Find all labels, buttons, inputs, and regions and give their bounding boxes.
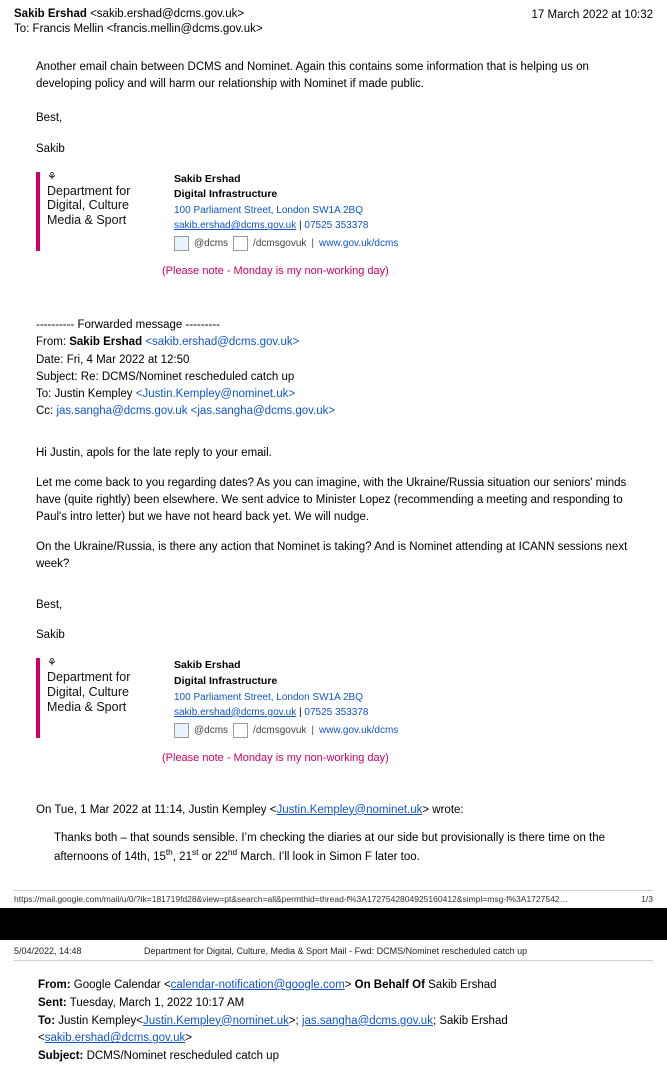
page2-header: [14, 946, 653, 956]
p2-from-pre: Google Calendar <: [73, 978, 171, 991]
sender-name: Sakib Ershad: [14, 8, 87, 20]
signature-separator: |: [299, 220, 302, 232]
fwd-paragraph-2: Let me come back to you regarding dates? As you can imagine, with the Ukraine/Russia situation our seniors' minds have (quite rightly) been elsewhere. We sent advice to Minister Lopez (recommending a meeting and responding to Paul's intro letter) but we have not heard back yet. We will nudge.: [36, 477, 627, 523]
forwarded-subject-label: Subject:: [36, 370, 78, 383]
page2-title: Department for Digital, Culture, Media & Sport Mail - Fwd: DCMS/Nominet rescheduled catch up: [144, 945, 528, 956]
forwarded-to-email: <Justin.Kempley@nominet.uk>: [135, 388, 296, 401]
signoff-name: Sakib: [36, 143, 65, 156]
footer-page-number: 1/3: [641, 893, 653, 904]
forwarded-cc-label: Cc:: [36, 405, 54, 418]
quote-email-link[interactable]: Justin.Kempley@nominet.uk: [276, 803, 423, 816]
p2-to-email-2[interactable]: jas.sangha@dcms.gov.uk: [301, 1014, 433, 1027]
forwarded-subject-value: Re: DCMS/Nominet rescheduled catch up: [80, 370, 295, 383]
quote-sup-th: th: [165, 847, 173, 857]
fwd-signoff-name: Sakib: [36, 629, 65, 642]
royal-crest-icon-2: ⚘: [47, 657, 57, 670]
fwd-signoff-best: Best,: [36, 598, 63, 611]
dcms-logo: [36, 172, 148, 252]
twitter-icon[interactable]: [174, 236, 189, 251]
p2-to-row-continued: <sakib.ershad@dcms.gov.uk>: [38, 1032, 193, 1045]
forwarded-header: [36, 317, 653, 421]
page-footer-1: [14, 890, 653, 908]
p2-from-row: [38, 977, 653, 995]
sender-email: <sakib.ershad@dcms.gov.uk>: [90, 8, 245, 20]
footer-source-url: https://mail.google.com/mail/u/0/?ik=181719fd28&view=pt&search=all&permthid=thread-f%3A1727542804925160412&simpl=msg-f%3A1727542…: [14, 893, 569, 904]
p2-from-label: From:: [38, 978, 71, 991]
p2-subject-value: DCMS/Nominet rescheduled catch up: [86, 1050, 279, 1063]
forwarded-to-label: To:: [36, 388, 52, 401]
email-page-2: [0, 940, 667, 1066]
forwarded-to-name: Justin Kempley: [54, 388, 133, 401]
logo-line-3: Media & Sport: [47, 213, 127, 228]
signature-name: Sakib Ershad: [174, 172, 241, 185]
forwarded-date-row: [36, 352, 653, 369]
recipient-name: Francis Mellin: [32, 23, 104, 35]
forwarded-cc-row: [36, 403, 653, 420]
signature-social-row-2: [174, 723, 398, 738]
forwarded-body: [36, 445, 643, 644]
forwarded-from-row: [36, 334, 653, 351]
signature-email-link-2[interactable]: sakib.ershad@dcms.gov.uk: [174, 706, 297, 718]
royal-crest-icon: ⚘: [47, 170, 57, 183]
p2-sent-value: Tuesday, March 1, 2022 10:17 AM: [69, 996, 245, 1009]
p2-subject-row: [38, 1048, 653, 1066]
signature-address-2: 100 Parliament Street, London SW1A 2BQ: [174, 691, 363, 703]
quote-text-2: , 21: [172, 850, 192, 863]
signature-phone: 07525 353378: [304, 220, 369, 232]
fwd-paragraph-3: On the Ukraine/Russia, is there any action that Nominet is taking? And is Nominet attending at ICANN sessions next week?: [36, 541, 628, 571]
logo-line-2: Digital, Culture: [47, 198, 129, 213]
page-separator: [0, 908, 667, 940]
p2-sent-row: [38, 995, 653, 1013]
fwd-paragraph-1: Hi Justin, apols for the late reply to your email.: [36, 446, 272, 459]
logo-line-3-copy: Media & Sport: [47, 699, 127, 714]
signature-dept-2: Digital Infrastructure: [174, 674, 278, 687]
recipient-email: <francis.mellin@dcms.gov.uk>: [106, 23, 263, 35]
quote-sup-nd: nd: [227, 847, 238, 857]
facebook-handle-2[interactable]: /dcmsgovuk: [253, 724, 307, 736]
signature-social-row: [174, 236, 398, 251]
quote-text-3: or 22: [198, 850, 228, 863]
p2-to-email-3[interactable]: sakib.ershad@dcms.gov.uk: [44, 1032, 186, 1045]
twitter-handle[interactable]: @dcms: [194, 238, 229, 250]
intro-paragraph: Another email chain between DCMS and Nominet. Again this contains some information that is helping us on developing policy and will harm our relationship with Nominet if made public.: [36, 61, 589, 90]
signature-address: 100 Parliament Street, London SW1A 2BQ: [174, 205, 363, 217]
quote-lead-post: > wrote:: [422, 803, 464, 816]
forwarded-date-value: Fri, 4 Mar 2022 at 12:50: [66, 353, 190, 366]
forwarded-cc-email-1: jas.sangha@dcms.gov.uk: [56, 405, 188, 418]
forwarded-date-label: Date:: [36, 353, 64, 366]
sender-line: [14, 8, 244, 20]
forwarded-cc-email-2: <jas.sangha@dcms.gov.uk>: [190, 405, 336, 418]
logo-line-1-copy: Department for: [47, 670, 131, 685]
p2-subject-label: Subject:: [38, 1050, 84, 1063]
forwarded-from-email: <sakib.ershad@dcms.gov.uk>: [145, 336, 300, 349]
page2-divider: [14, 960, 653, 961]
facebook-handle[interactable]: /dcmsgovuk: [253, 238, 307, 250]
dcms-logo-2: [36, 658, 148, 738]
p2-to-name-1: Justin Kempley: [58, 1014, 137, 1027]
quote-attribution: [36, 804, 653, 816]
quote-sup-st: st: [191, 847, 199, 857]
forwarded-from-name: Sakib Ershad: [69, 336, 143, 349]
p2-on-behalf-label: On Behalf Of: [354, 978, 425, 991]
forwarded-to-row: [36, 386, 653, 403]
quoted-message: [54, 830, 625, 866]
twitter-icon-2[interactable]: [174, 723, 189, 738]
p2-sent-label: Sent:: [38, 996, 67, 1009]
quote-text-1: Thanks both – that sounds sensible. I’m checking the diaries at our side but provisionally is there time on the afternoons of 14th, 15: [54, 831, 606, 863]
p2-from-post: >: [344, 978, 352, 991]
signature-phone-2: 07525 353378: [304, 706, 369, 718]
recipient-line: [14, 23, 653, 35]
facebook-icon[interactable]: [233, 236, 248, 251]
forwarded-from-label: From:: [36, 336, 67, 349]
p2-from-email-link[interactable]: calendar-notification@google.com: [170, 978, 345, 991]
p2-on-behalf-name: Sakib Ershad: [428, 978, 497, 991]
signoff-best: Best,: [36, 112, 63, 125]
to-label: To:: [14, 23, 30, 35]
message-body: [36, 59, 643, 158]
website-link[interactable]: www.gov.uk/dcms: [319, 238, 399, 250]
signature-separator-2: |: [299, 706, 302, 718]
quote-text-4: March. I’ll look in Simon F later too.: [237, 850, 420, 863]
email-date: 17 March 2022 at 10:32: [531, 9, 653, 21]
non-working-day-note-2: (Please note - Monday is my non-working day): [162, 751, 389, 764]
website-link-2[interactable]: www.gov.uk/dcms: [319, 724, 399, 736]
logo-line-2-copy: Digital, Culture: [47, 684, 129, 699]
logo-line-1: Department for: [47, 183, 131, 198]
forwarded-subject-row: [36, 369, 653, 386]
facebook-icon-2[interactable]: [233, 723, 248, 738]
p2-to-name-2: Sakib Ershad: [439, 1014, 508, 1027]
social-separator: |: [311, 238, 315, 250]
p2-to-row: To: Justin Kempley<Justin.Kempley@nominet.uk>; jas.sangha@dcms.gov.uk; Sakib Ershad <sakib.ershad@dcms.gov.uk>: [38, 1013, 653, 1049]
non-working-day-note: (Please note - Monday is my non-working day): [162, 265, 389, 278]
signature-name-2: Sakib Ershad: [174, 659, 241, 672]
email-header: [14, 8, 653, 21]
forwarded-divider: ---------- Forwarded message ---------: [36, 319, 220, 332]
quote-lead-pre: On Tue, 1 Mar 2022 at 11:14, Justin Kempley <: [36, 803, 277, 816]
twitter-handle-2[interactable]: @dcms: [194, 724, 229, 736]
signature-email-link[interactable]: sakib.ershad@dcms.gov.uk: [174, 220, 297, 232]
signature-block-1: [36, 172, 653, 252]
p2-to-label: To:: [38, 1014, 56, 1027]
page2-timestamp: 5/04/2022, 14:48: [14, 945, 82, 956]
social-separator-2: |: [311, 724, 315, 736]
page2-email-fields: [38, 977, 653, 1066]
signature-block-2: [36, 658, 653, 738]
logo-pink-bar-2: [36, 658, 40, 738]
signature-dept: Digital Infrastructure: [174, 188, 278, 201]
p2-to-email-1[interactable]: Justin.Kempley@nominet.uk: [142, 1014, 289, 1027]
logo-pink-bar: [36, 172, 40, 252]
